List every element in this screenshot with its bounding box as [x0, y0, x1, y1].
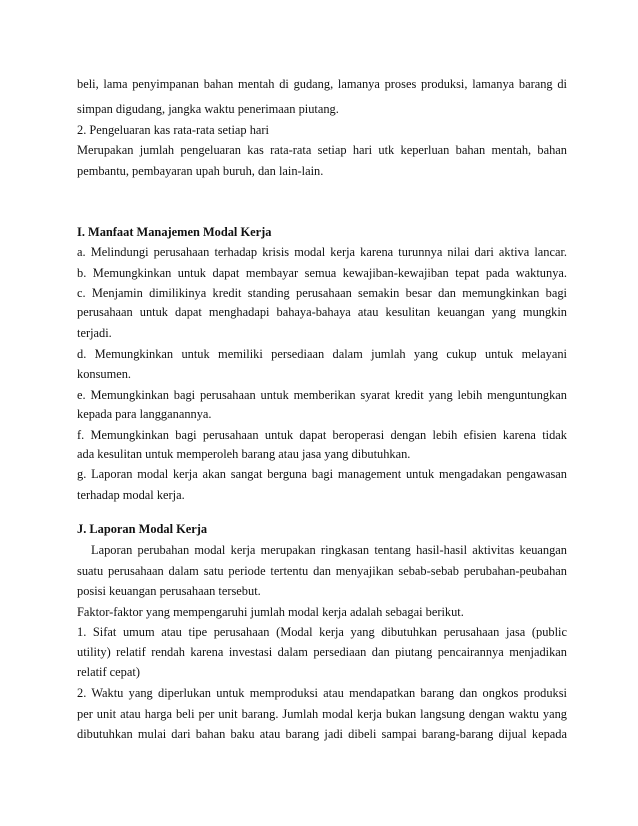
list-item: b. Memungkinkan untuk dapat membayar semua kewajiban-kewajiban tepat pada waktunya.	[77, 266, 567, 280]
intro-line: beli, lama penyimpanan bahan mentah di gudang, lamanya proses produksi, lamanya barang di	[77, 77, 567, 91]
list-item-continuation: ada kesulitan untuk memperoleh barang atau jasa yang dibutuhkan.	[77, 447, 411, 461]
list-item: f. Memungkinkan bagi perusahaan untuk dapat beroperasi dengan lebih efisien karena tidak	[77, 428, 567, 442]
paragraph-line: posisi keuangan perusahaan tersebut.	[77, 584, 261, 598]
list-item-continuation: konsumen.	[77, 367, 132, 381]
list-item-continuation: perusahaan untuk dapat menghadapi bahaya-bahaya atau kesulitan keuangan yang mungkin	[77, 305, 567, 319]
section-heading: I. Manfaat Manajemen Modal Kerja	[77, 225, 272, 239]
list-item: d. Memungkinkan untuk memiliki persediaan dalam jumlah yang cukup untuk melayani	[77, 347, 567, 361]
intro-line: 2. Pengeluaran kas rata-rata setiap hari	[77, 123, 269, 137]
list-item: g. Laporan modal kerja akan sangat berguna bagi management untuk mengadakan pengawasan	[77, 467, 567, 481]
list-item-continuation: utility) relatif rendah karena investasi dalam persediaan dan piutang pencairannya menjadikan	[77, 645, 567, 659]
list-item: a. Melindungi perusahaan terhadap krisis modal kerja karena turunnya nilai dari aktiva lancar.	[77, 245, 567, 259]
list-item: e. Memungkinkan bagi perusahaan untuk memberikan syarat kredit yang lebih menguntungkan	[77, 388, 567, 402]
intro-line: simpan digudang, jangka waktu penerimaan piutang.	[77, 102, 339, 116]
list-item: 1. Sifat umum atau tipe perusahaan (Modal kerja yang dibutuhkan perusahaan jasa (public	[77, 625, 567, 639]
paragraph-line: Laporan perubahan modal kerja merupakan ringkasan tentang hasil-hasil aktivitas keuangan	[91, 543, 567, 557]
list-item: c. Menjamin dimilikinya kredit standing perusahaan semakin besar dan memungkinkan bagi	[77, 286, 567, 300]
intro-line: pembantu, pembayaran upah buruh, dan lain-lain.	[77, 164, 324, 178]
paragraph-line: Faktor-faktor yang mempengaruhi jumlah modal kerja adalah sebagai berikut.	[77, 605, 464, 619]
list-item-continuation: terjadi.	[77, 326, 112, 340]
list-item-continuation: relatif cepat)	[77, 665, 140, 679]
list-item-continuation: per unit atau harga beli per unit barang. Jumlah modal kerja bukan langsung dengan waktu yang	[77, 707, 567, 721]
paragraph-line: suatu perusahaan dalam satu periode tertentu dan menyajikan sebab-sebab perubahan-peubahan	[77, 564, 567, 578]
list-item-continuation: dibutuhkan mulai dari bahan baku atau barang jadi dibeli sampai barang-barang dijual kepada	[77, 727, 567, 741]
list-item: 2. Waktu yang diperlukan untuk memproduksi atau mendapatkan barang dan ongkos produksi	[77, 686, 567, 700]
list-item-continuation: terhadap modal kerja.	[77, 488, 185, 502]
list-item-continuation: kepada para langganannya.	[77, 407, 212, 421]
section-heading: J. Laporan Modal Kerja	[77, 522, 208, 536]
intro-line: Merupakan jumlah pengeluaran kas rata-rata setiap hari utk keperluan bahan mentah, bahan	[77, 143, 567, 157]
